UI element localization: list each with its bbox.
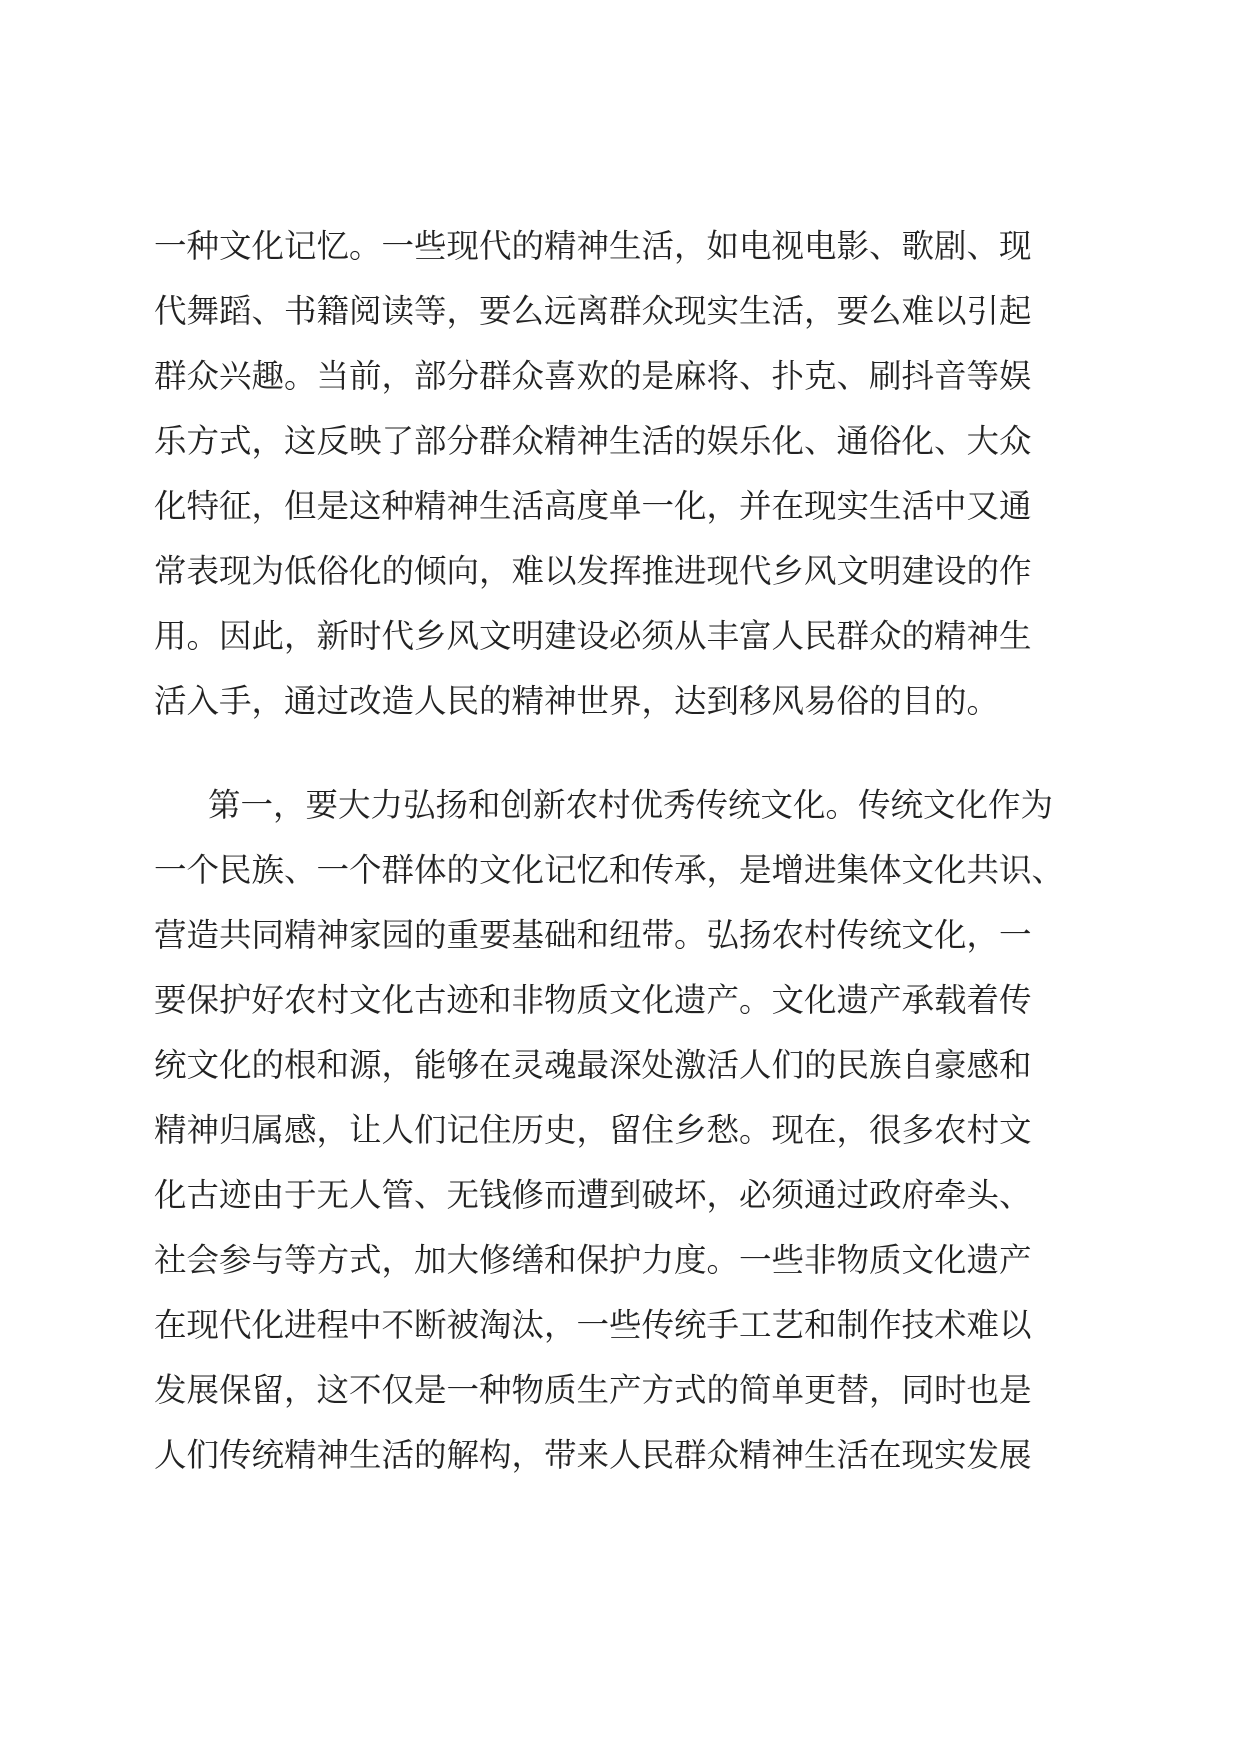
paragraph-line: 社会参与等方式，加大修缮和保护力度。一些非物质文化遗产 [154,1241,1032,1279]
paragraph-line: 代舞蹈、书籍阅读等，要么远离群众现实生活，要么难以引起 [154,292,1032,330]
paragraph-line: 精神归属感，让人们记住历史，留住乡愁。现在，很多农村文 [154,1111,1032,1149]
paragraph-line: 用。因此，新时代乡风文明建设必须从丰富人民群众的精神生 [154,617,1032,655]
paragraph-line: 在现代化进程中不断被淘汰，一些传统手工艺和制作技术难以 [154,1306,1032,1344]
paragraph-line: 群众兴趣。当前，部分群众喜欢的是麻将、扑克、刷抖音等娱 [154,357,1032,395]
paragraph-first-line: 第一，要大力弘扬和创新农村优秀传统文化。传统文化作为 [208,786,1054,824]
paragraph-line: 统文化的根和源，能够在灵魂最深处激活人们的民族自豪感和 [154,1046,1032,1084]
paragraph-line: 营造共同精神家园的重要基础和纽带。弘扬农村传统文化，一 [154,916,1032,954]
paragraph-continued [154,214,1089,734]
paragraph-line: 一个民族、一个群体的文化记忆和传承，是增进集体文化共识、 [154,851,1065,889]
paragraph-line: 化古迹由于无人管、无钱修而遭到破坏，必须通过政府牵头、 [154,1176,1032,1214]
paragraph-line: 活入手，通过改造人民的精神世界，达到移风易俗的目的。 [154,682,1000,720]
paragraph-line: 常表现为低俗化的倾向，难以发挥推进现代乡风文明建设的作 [154,552,1032,590]
paragraph-line: 一种文化记忆。一些现代的精神生活，如电视电影、歌剧、现 [154,227,1032,265]
paragraph-line: 要保护好农村文化古迹和非物质文化遗产。文化遗产承载着传 [154,981,1032,1019]
paragraph-line: 化特征，但是这种精神生活高度单一化，并在现实生活中又通 [154,487,1032,525]
paragraph-line: 乐方式，这反映了部分群众精神生活的娱乐化、通俗化、大众 [154,422,1032,460]
paragraph-line: 发展保留，这不仅是一种物质生产方式的简单更替，同时也是 [154,1371,1032,1409]
paragraph-traditional-culture [154,773,1089,1488]
paragraph-line: 人们传统精神生活的解构，带来人民群众精神生活在现实发展 [154,1436,1032,1474]
